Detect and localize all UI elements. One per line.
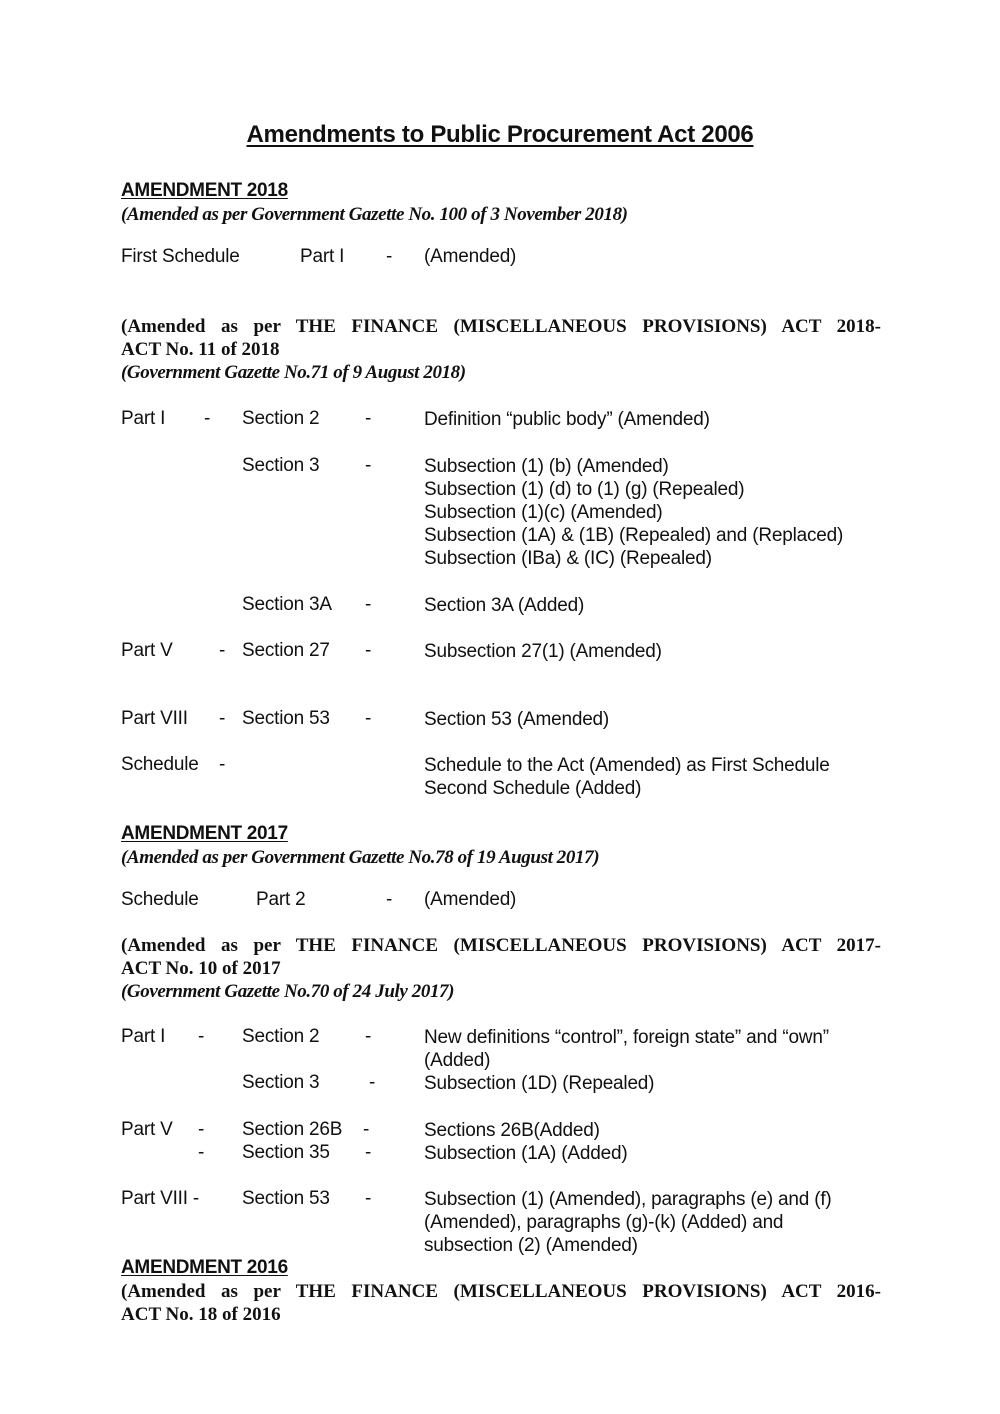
detail-line: (Amended), paragraphs (g)-(k) (Added) and	[424, 1212, 784, 1233]
row-part: Part V	[121, 640, 173, 661]
document-title: Amendments to Public Procurement Act 2006	[246, 121, 754, 148]
row-dash: -	[198, 1119, 205, 1140]
finance-act-2017-line2: ACT No. 10 of 2017	[121, 958, 281, 979]
detail-line: Subsection (IBa) & (IC) (Repealed)	[424, 548, 712, 569]
finance-act-2017-line1: (Amended as per THE FINANCE (MISCELLANEOUS PROVISIONS) ACT 2017-	[121, 935, 881, 956]
row-dash: -	[386, 889, 393, 910]
finance-act-2018-line1: (Amended as per THE FINANCE (MISCELLANEOUS PROVISIONS) ACT 2018-	[121, 316, 881, 337]
row-dash: -	[219, 640, 226, 661]
row-col1: First Schedule	[121, 246, 240, 267]
row-dash: -	[369, 1072, 376, 1093]
row-section: Section 26B	[242, 1119, 343, 1140]
row-dash: -	[365, 640, 372, 661]
row-details	[424, 1072, 654, 1095]
row-dash: -	[365, 1142, 372, 1163]
row-details	[424, 1119, 600, 1142]
row-dash: -	[363, 1119, 370, 1140]
row-part: Part I	[121, 1026, 166, 1047]
row-section: Section 35	[242, 1142, 330, 1163]
row-details	[424, 455, 843, 570]
finance-act-2016-line2: ACT No. 18 of 2016	[121, 1304, 281, 1325]
detail-line: Schedule to the Act (Amended) as First Schedule	[424, 755, 830, 776]
row-section: Section 3	[242, 1072, 320, 1093]
row-part: Schedule	[121, 754, 199, 775]
amendment-2016-heading: AMENDMENT 2016	[121, 1257, 288, 1278]
detail-line: Subsection (1) (d) to (1) (g) (Repealed)	[424, 479, 745, 500]
row-details	[424, 1188, 832, 1257]
row-part: Part VIII	[121, 708, 188, 729]
row-dash: -	[219, 708, 226, 729]
finance-act-2018-line2: ACT No. 11 of 2018	[121, 339, 280, 360]
row-col3: (Amended)	[424, 246, 517, 267]
row-dash: -	[365, 455, 372, 476]
detail-line: Section 53 (Amended)	[424, 709, 610, 730]
row-section: Section 27	[242, 640, 330, 661]
row-section: Section 53	[242, 1188, 330, 1209]
detail-line: subsection (2) (Amended)	[424, 1235, 638, 1256]
row-details	[424, 408, 710, 431]
row-dash: -	[198, 1026, 205, 1047]
row-section: Section 53	[242, 708, 330, 729]
row-col2: Part I	[300, 246, 345, 267]
row-details	[424, 640, 662, 663]
finance-act-2018-gazette: (Government Gazette No.71 of 9 August 2018)	[121, 362, 466, 383]
detail-line: Subsection (1D) (Repealed)	[424, 1073, 655, 1094]
detail-line: Subsection (1A) (Added)	[424, 1143, 628, 1164]
detail-line: Subsection (1A) & (1B) (Repealed) and (Replaced)	[424, 525, 844, 546]
row-details	[424, 708, 609, 731]
detail-line: Subsection (1)(c) (Amended)	[424, 502, 663, 523]
row-col1: Schedule	[121, 889, 199, 910]
finance-act-2017-gazette: (Government Gazette No.70 of 24 July 2017)	[121, 981, 455, 1002]
row-dash: -	[365, 408, 372, 429]
row-dash: -	[219, 754, 226, 775]
row-section: Section 2	[242, 1026, 320, 1047]
row-dash: -	[365, 1026, 372, 1047]
detail-line: Subsection (1) (b) (Amended)	[424, 456, 669, 477]
row-dash: -	[365, 708, 372, 729]
row-details	[424, 594, 584, 617]
row-part: Part VIII -	[121, 1188, 200, 1209]
detail-line: New definitions “control”, foreign state” and “own”	[424, 1027, 829, 1048]
row-details	[424, 754, 830, 800]
detail-line: Definition “public body” (Amended)	[424, 409, 710, 430]
row-section: Section 3	[242, 455, 320, 476]
row-part: Part V	[121, 1119, 173, 1140]
detail-line: Subsection (1) (Amended), paragraphs (e) and (f)	[424, 1189, 832, 1210]
row-dash: -	[198, 1142, 205, 1163]
amendment-2018-heading: AMENDMENT 2018	[121, 180, 288, 201]
row-col2: Part 2	[256, 889, 306, 910]
row-details	[424, 1026, 829, 1072]
amendment-2017-gazette: (Amended as per Government Gazette No.78 of 19 August 2017)	[121, 847, 600, 868]
row-section: Section 2	[242, 408, 320, 429]
row-part: Part I	[121, 408, 166, 429]
finance-act-2016-line1: (Amended as per THE FINANCE (MISCELLANEOUS PROVISIONS) ACT 2016-	[121, 1281, 881, 1302]
row-dash: -	[204, 408, 211, 429]
row-section: Section 3A	[242, 594, 332, 615]
detail-line: (Added)	[424, 1050, 491, 1071]
row-details	[424, 1142, 627, 1165]
amendment-2018-gazette: (Amended as per Government Gazette No. 100 of 3 November 2018)	[121, 204, 628, 225]
detail-line: Subsection 27(1) (Amended)	[424, 641, 662, 662]
row-dash: -	[365, 594, 372, 615]
detail-line: Section 3A (Added)	[424, 595, 585, 616]
row-dash: -	[386, 246, 393, 267]
row-col3: (Amended)	[424, 889, 517, 910]
amendment-2017-heading: AMENDMENT 2017	[121, 823, 288, 844]
row-dash: -	[365, 1188, 372, 1209]
detail-line: Second Schedule (Added)	[424, 778, 642, 799]
detail-line: Sections 26B(Added)	[424, 1120, 600, 1141]
